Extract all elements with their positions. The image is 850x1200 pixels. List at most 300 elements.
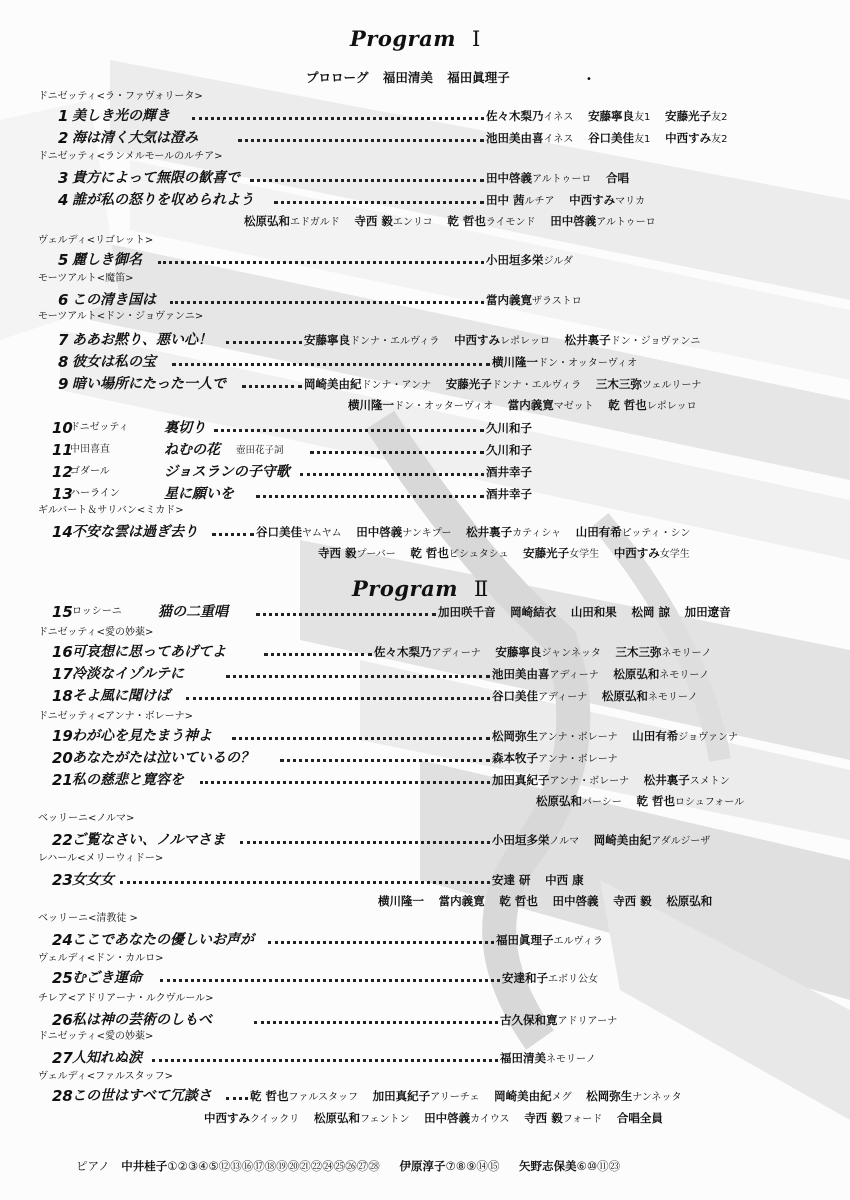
role-name: エンリコ (392, 217, 433, 228)
program-item-1 (0, 106, 850, 126)
performer-name: 谷口美佳 (588, 131, 635, 145)
performer-name: 松原弘和 (666, 894, 713, 908)
cast-entry (492, 773, 629, 787)
performer-name: 寺西 毅 (354, 214, 393, 228)
cast-entry (446, 377, 581, 391)
composer-opera-heading: ベッリーニ<清教徒 > (38, 913, 138, 924)
program-label: Program (352, 576, 458, 601)
cast-line (492, 870, 595, 890)
performer-name: 松井裏子 (564, 333, 611, 347)
piece-title: 誰が私の怒りを収められよう (72, 192, 254, 208)
cast-line (304, 374, 712, 396)
performer-name: 久川和子 (486, 421, 532, 435)
performer-name: 松井裏子 (466, 525, 513, 539)
cast-line (492, 664, 720, 686)
cast-entry (466, 525, 561, 539)
program-item-8 (0, 352, 850, 372)
cast-line (256, 522, 701, 544)
cast-entry (636, 794, 744, 808)
cast-line (492, 686, 709, 708)
performer-name: 寺西 毅 (613, 894, 652, 908)
program-item-11 (0, 440, 850, 460)
cast-entry (250, 1089, 358, 1103)
role-name: アンナ・ボレーナ (538, 754, 618, 765)
role-name: ネモリーノ (659, 670, 710, 681)
role-name: 友1 (634, 112, 651, 123)
item-number: 26 (52, 1011, 73, 1029)
cast-entry (571, 605, 617, 619)
pianist-name: 伊原淳子 (399, 1159, 446, 1173)
cast-entry (486, 109, 573, 123)
cast-entry (594, 833, 711, 847)
performer-name: 乾 哲也 (410, 546, 449, 560)
song-composer: ハーライン (70, 488, 120, 499)
role-name: イネス (543, 112, 574, 123)
piece-title: わが心を見たまう神よ (72, 728, 212, 744)
cast-entry (496, 933, 603, 947)
cast-entry (492, 355, 637, 369)
performer-name: 松原弘和 (536, 794, 582, 808)
piece-title: 星に願いを (164, 486, 234, 502)
performer-name: 松原弘和 (244, 214, 290, 228)
role-name: アルトゥーロ (596, 217, 656, 228)
program-item-16 (0, 642, 850, 662)
dot-leader (226, 675, 490, 678)
cast-line (492, 726, 749, 748)
performer-name: 田中啓義 (486, 171, 532, 185)
role-name: ネモリーノ (546, 1054, 596, 1065)
cast-entry (438, 605, 496, 619)
program-label: Program (350, 26, 456, 51)
pianist-items: ⑦⑧⑨⑭⑮ (445, 1159, 500, 1173)
performer-name: 當内義寛 (438, 894, 485, 908)
cast-entry (486, 421, 532, 435)
cast-entry (632, 729, 738, 743)
performer-name: 加田真紀子 (372, 1089, 431, 1103)
program-item-18 (0, 686, 850, 706)
dot-leader (300, 473, 484, 476)
performer-name: 山田有希 (575, 525, 622, 539)
role-name: ファルスタッフ (288, 1092, 359, 1103)
piece-title: 麗しき御名 (72, 252, 142, 268)
item-number: 6 (58, 291, 69, 309)
cast-entry (614, 546, 690, 560)
performer-name: 谷口美佳 (256, 525, 302, 539)
pianist-entry (399, 1159, 507, 1173)
cast-entry (492, 729, 618, 743)
cast-entry (492, 689, 587, 703)
cast-entry (348, 398, 493, 412)
cast-entry (499, 894, 538, 908)
role-name: ドンナ・エルヴィラ (491, 380, 582, 391)
cast-entry (492, 667, 599, 681)
cast-entry (492, 833, 579, 847)
performer-name: 田中啓義 (424, 1111, 471, 1125)
cast-entry (586, 1089, 681, 1103)
cast-line (486, 440, 543, 460)
piece-title: ああお黙り、悪い心！ (72, 332, 212, 348)
cast-line-continued (204, 1108, 674, 1130)
performer-name: 小田垣多栄 (492, 833, 550, 847)
role-name: ジャンネッタ (541, 648, 601, 659)
dot-mark: • (586, 74, 592, 85)
cast-entry (685, 605, 731, 619)
cast-entry (508, 398, 594, 412)
program-2-heading (352, 576, 489, 601)
performer-name: 中西すみ (204, 1111, 250, 1125)
composer-opera-heading: ドニゼッティ<愛の妙薬> (38, 627, 154, 638)
role-name: 女学生 (569, 549, 600, 560)
performer-name: 佐々木梨乃 (486, 109, 544, 123)
program-item-19 (0, 726, 850, 746)
cast-line-continued (318, 543, 701, 565)
pianist-entry (121, 1159, 388, 1173)
role-name: ヤムヤム (302, 528, 342, 539)
role-name: ザラストロ (532, 296, 582, 307)
role-name: スメトン (689, 776, 730, 787)
dot-leader (226, 341, 302, 344)
role-name: ドン・ジョヴァンニ (610, 336, 701, 347)
composer-opera-heading: モーツアルト<ドン・ジョヴァンニ> (38, 311, 204, 322)
role-name: ノルマ (549, 836, 580, 847)
item-number: 9 (58, 375, 69, 393)
performer-name: 安藤寧良 (495, 645, 542, 659)
program-item-3 (0, 168, 850, 188)
performer-name: 岡崎美由紀 (304, 377, 362, 391)
cast-line (486, 484, 543, 504)
cast-entry (314, 1111, 410, 1125)
performer-name: 中西すみ (665, 131, 712, 145)
performer-name: 古久保和寛 (500, 1013, 558, 1027)
dot-leader (268, 941, 494, 944)
cast-entry (486, 465, 532, 479)
song-composer: ゴダール (70, 466, 110, 477)
role-name: マリカ (615, 196, 646, 207)
cast-line (250, 1086, 693, 1108)
performer-name: 中西すみ (454, 333, 501, 347)
performer-name: 松原弘和 (313, 1111, 360, 1125)
cast-entry (616, 645, 712, 659)
program-item-14 (0, 522, 850, 542)
performer-name: 山田和果 (570, 605, 617, 619)
dot-leader (158, 261, 484, 264)
cast-entry (486, 131, 573, 145)
cast-line-continued (244, 211, 667, 233)
cast-line (500, 1010, 628, 1032)
performer-name: 池田美由喜 (492, 667, 550, 681)
item-number: 3 (58, 169, 69, 187)
program-item-24 (0, 930, 850, 950)
role-name: マゼット (553, 401, 594, 412)
cast-line (486, 462, 543, 482)
role-name: ライモンド (485, 217, 536, 228)
role-name: アドリアーナ (557, 1016, 618, 1027)
cast-line (492, 352, 648, 374)
program-item-12 (0, 462, 850, 482)
performer-name: 横川隆一 (378, 894, 424, 908)
piece-title: ジョスランの子守歌 (164, 464, 290, 480)
performer-name: 岡崎美由紀 (593, 833, 652, 847)
role-name: ツェルリーナ (641, 380, 702, 391)
role-name: レポレッロ (500, 336, 550, 347)
cast-entry (356, 525, 451, 539)
item-number: 14 (52, 523, 73, 541)
item-number: 20 (52, 749, 73, 767)
performer-name: 當内義寛 (486, 293, 532, 307)
cast-entry (486, 193, 555, 207)
piece-title: 可哀想に思ってあげてよ (72, 644, 226, 660)
cast-entry (552, 894, 598, 908)
prologue-line (306, 68, 520, 86)
cast-line (492, 770, 741, 792)
cast-line (502, 968, 609, 990)
piano-label: ピアノ (76, 1159, 110, 1173)
dot-leader (242, 385, 302, 388)
performer-name: 山田有希 (632, 729, 679, 743)
cast-entry (492, 873, 531, 887)
pianist-name: 中井桂子 (121, 1159, 168, 1173)
cast-line (492, 748, 629, 770)
role-name: ルチア (524, 196, 555, 207)
role-name: フェントン (359, 1114, 410, 1125)
item-number: 21 (52, 771, 73, 789)
cast-entry (492, 751, 618, 765)
cast-entry (524, 1111, 602, 1125)
piece-title: 不安な雲は過ぎ去り (72, 524, 198, 540)
cast-line (492, 830, 721, 852)
dot-leader (250, 179, 484, 182)
cast-entry (665, 131, 727, 145)
cast-entry (354, 214, 432, 228)
composer-opera-heading: チレア<アドリアーナ・ルクヴルール> (38, 993, 214, 1004)
item-number: 2 (58, 129, 69, 147)
role-name: ジルダ (543, 256, 573, 267)
cast-entry (318, 546, 396, 560)
performer-name: 寺西 毅 (524, 1111, 563, 1125)
piece-title: 私の慈悲と寛容を (72, 772, 184, 788)
piece-title: 冷淡なイゾルテに (72, 666, 184, 682)
program-item-15 (0, 602, 850, 622)
performer-name: 中西すみ (613, 546, 660, 560)
pianist-items: ⑥⑩⑪㉓ (576, 1159, 621, 1173)
role-name: フォード (562, 1114, 603, 1125)
performer-name: 松原弘和 (601, 689, 648, 703)
role-name: 友2 (711, 134, 728, 145)
performer-name: 酒井幸子 (486, 487, 532, 501)
role-name: ドンナ・エルヴィラ (350, 336, 440, 347)
role-name: メグ (551, 1092, 572, 1103)
dot-leader (238, 139, 484, 142)
role-name: イネス (543, 134, 574, 145)
performer-name: 谷口美佳 (492, 689, 538, 703)
performer-name: 酒井幸子 (486, 465, 532, 479)
cast-line (438, 602, 742, 622)
program-item-27 (0, 1048, 850, 1068)
cast-entry (665, 109, 727, 123)
cast-entry (494, 1089, 572, 1103)
cast-line (500, 1048, 607, 1070)
item-number: 11 (52, 441, 73, 459)
performer-name: 福田眞理子 (496, 933, 554, 947)
performer-name: 松岡弥生 (492, 729, 538, 743)
role-name: アディーナ (549, 670, 599, 681)
dot-leader (200, 781, 490, 784)
piece-title: ねむの花 (164, 442, 220, 458)
performer-name: 中西すみ (569, 193, 616, 207)
performer-name: 森本牧子 (492, 751, 538, 765)
piece-title: この世はすべて冗談さ (72, 1088, 212, 1104)
composer-opera-heading: ドニゼッティ<ランメルモールのルチア> (38, 151, 223, 162)
cast-line (486, 128, 738, 150)
piece-title: 美しき光の輝き (72, 108, 170, 124)
role-name: アダルジーザ (651, 836, 711, 847)
dot-leader (192, 117, 484, 120)
cast-line (374, 642, 722, 664)
program-numeral: Ⅱ (473, 577, 489, 601)
piano-credits (76, 1158, 636, 1174)
cast-entry (410, 546, 508, 560)
dot-leader (274, 201, 484, 204)
cast-entry (486, 487, 532, 501)
song-composer: ロッシーニ (72, 606, 122, 617)
composer-opera-heading: ヴェルディ<ドン・カルロ> (38, 953, 164, 964)
item-number: 12 (52, 463, 73, 481)
cast-entry (373, 1089, 480, 1103)
item-number: 1 (58, 107, 69, 125)
program-item-10 (0, 418, 850, 438)
item-number: 5 (58, 251, 69, 269)
composer-opera-heading: ギルバート＆サリバン<ミカド> (38, 505, 184, 516)
program-item-28 (0, 1086, 850, 1106)
composer-opera-heading: ドニゼッティ<愛の妙薬> (38, 1031, 154, 1042)
item-number: 7 (58, 331, 69, 349)
item-number: 18 (52, 687, 73, 705)
prologue-label: プロローグ (306, 70, 369, 85)
cast-line-continued (536, 791, 755, 813)
program-item-2 (0, 128, 850, 148)
role-name: アルトゥーロ (532, 174, 592, 185)
role-name: 女学生 (659, 549, 690, 560)
role-name: 友2 (711, 112, 728, 123)
cast-entry (588, 109, 650, 123)
performer-name: 池田美由喜 (486, 131, 544, 145)
program-item-21 (0, 770, 850, 790)
performer-name: 松岡 諒 (631, 605, 670, 619)
dot-leader (232, 737, 490, 740)
role-name: レポレッロ (646, 401, 697, 412)
dot-leader (120, 881, 490, 884)
program-item-5 (0, 250, 850, 270)
role-name: アリーチェ (430, 1092, 480, 1103)
performer-name: 中西 康 (545, 873, 584, 887)
cast-entry (378, 894, 424, 908)
cast-entry (631, 605, 670, 619)
cast-entry (666, 894, 712, 908)
item-number: 4 (58, 191, 69, 209)
composer-opera-heading: モーツアルト<魔笛> (38, 273, 134, 284)
piece-title: ここであなたの優しいお声が (72, 932, 254, 948)
cast-line-continued (348, 395, 708, 417)
dot-leader (170, 301, 484, 304)
cast-entry (439, 894, 485, 908)
cast-entry (486, 293, 582, 307)
dot-leader (254, 1021, 498, 1024)
role-name: ドンナ・アンナ (361, 380, 432, 391)
song-composer: ドニゼッティ (70, 422, 129, 433)
cast-line (304, 330, 711, 352)
item-number: 25 (52, 969, 73, 987)
role-name: カティシャ (512, 528, 562, 539)
piece-title: 人知れぬ涙 (72, 1050, 142, 1066)
program-item-26 (0, 1010, 850, 1030)
performer-name: 田中啓義 (550, 214, 597, 228)
cast-entry (606, 171, 629, 185)
cast-entry (613, 894, 652, 908)
cast-entry (536, 794, 622, 808)
performer-name: 加田咲千音 (438, 605, 496, 619)
role-name: ナンネッタ (632, 1092, 682, 1103)
performer-name: 合唱 (606, 171, 630, 185)
dot-leader (280, 759, 490, 762)
cast-entry (256, 525, 342, 539)
cast-entry (486, 171, 591, 185)
dot-leader (172, 363, 490, 366)
performer-name: 福田眞理子 (447, 70, 510, 85)
lyricist-credit: 壺田花子詞 (236, 445, 284, 456)
program-item-4 (0, 190, 850, 210)
piece-title: 猫の二重唱 (158, 604, 228, 620)
cast-entry (454, 333, 550, 347)
program-numeral: Ⅰ (471, 27, 481, 51)
piece-title: 貴方によって無限の歓喜で (72, 170, 240, 186)
role-name: ネモリーノ (661, 648, 712, 659)
dot-leader (240, 841, 490, 844)
performer-name: 安藤寧良 (588, 109, 635, 123)
role-name: ロシュフォール (674, 797, 745, 808)
cast-entry (447, 214, 535, 228)
item-number: 10 (52, 419, 73, 437)
role-name: パーシー (582, 797, 622, 808)
cast-entry (565, 333, 701, 347)
piece-title: むごき運命 (72, 970, 142, 986)
cast-line (496, 930, 614, 952)
performer-name: 岡崎美由紀 (494, 1089, 552, 1103)
program-item-20 (0, 748, 850, 768)
performer-name: 乾 哲也 (636, 794, 675, 808)
item-number: 13 (52, 485, 73, 503)
item-number: 24 (52, 931, 73, 949)
performer-name: 乾 哲也 (447, 214, 486, 228)
performer-name: 加田遼音 (684, 605, 731, 619)
program-item-22 (0, 830, 850, 850)
composer-opera-heading: ヴェルディ<リゴレット> (38, 235, 154, 246)
role-name: アンナ・ボレーナ (549, 776, 630, 787)
item-number: 27 (52, 1049, 73, 1067)
pianist-name: 矢野志保美 (519, 1159, 577, 1173)
performer-name: 安藤光子 (665, 109, 712, 123)
composer-opera-heading: ベッリーニ<ノルマ> (38, 813, 135, 824)
performer-name: 福田清美 (382, 70, 433, 85)
program-item-9 (0, 374, 850, 394)
item-number: 17 (52, 665, 73, 683)
piece-title: ご覧なさい、ノルマさま (72, 832, 226, 848)
performer-name: 岡崎結衣 (510, 605, 557, 619)
role-name: アンナ・ボレーナ (538, 732, 618, 743)
role-name: アディーナ (431, 648, 481, 659)
cast-entry (304, 333, 439, 347)
performer-name: 安藤光子 (523, 546, 570, 560)
dot-leader (186, 697, 490, 700)
